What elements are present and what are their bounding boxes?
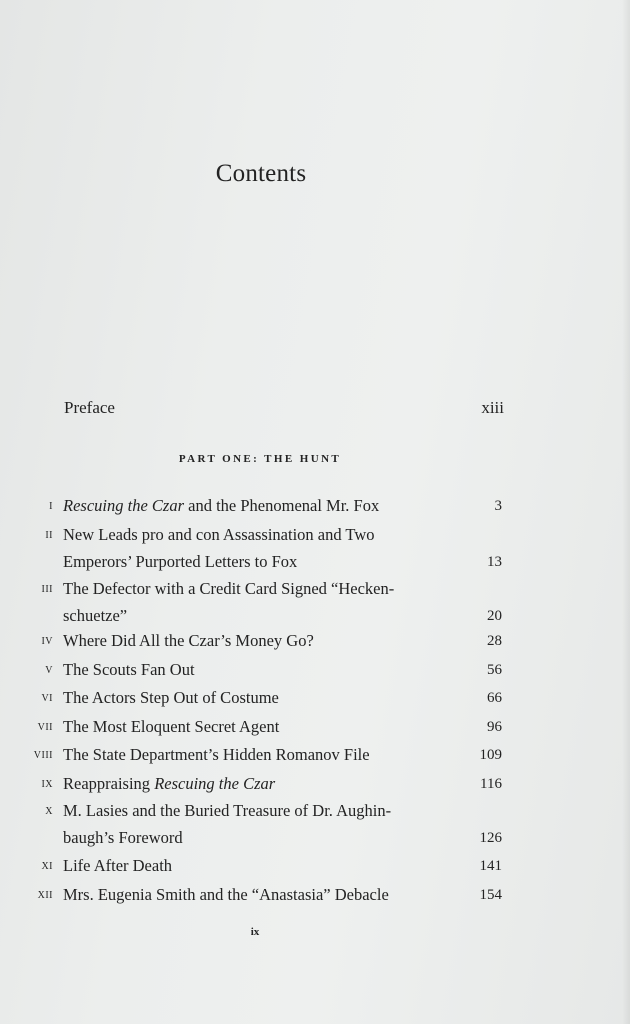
chapter-title: [63, 797, 458, 851]
chapter-page-number: 56: [487, 662, 502, 678]
title-text: schuetze”: [63, 606, 128, 625]
title-text: The Most Eloquent Secret Agent: [63, 717, 280, 736]
chapter-numeral: VI: [41, 693, 53, 704]
chapter-page-number: 96: [487, 719, 502, 735]
title-text: Mrs. Eugenia Smith and the “Anastasia” Debacle: [63, 885, 389, 904]
chapter-page-number: 28: [487, 633, 502, 649]
chapter-page-number: 116: [480, 776, 502, 792]
chapter-page-number: 3: [494, 498, 502, 514]
chapter-title-line: [63, 684, 458, 711]
chapter-page-number: 141: [479, 858, 502, 874]
italic-title-text: Rescuing the Czar: [154, 774, 276, 793]
chapter-title: [63, 521, 458, 575]
title-text: The Actors Step Out of Costume: [63, 688, 279, 707]
chapter-title: [63, 575, 458, 629]
title-text: baugh’s Foreword: [63, 828, 183, 847]
chapter-title: [63, 852, 458, 879]
chapter-numeral: IV: [41, 636, 53, 647]
chapter-title: [63, 656, 458, 683]
part-heading: PART ONE: THE HUNT: [178, 453, 342, 465]
title-text: Reappraising: [63, 774, 155, 793]
chapter-title: [63, 770, 458, 797]
title-text: The Scouts Fan Out: [63, 660, 195, 679]
chapter-page-number: 66: [487, 690, 502, 706]
chapter-title-line: [63, 521, 458, 548]
chapter-title: [63, 713, 458, 740]
chapter-title: [63, 492, 458, 519]
chapter-title-line: [63, 713, 458, 740]
chapter-title-line: [63, 824, 458, 851]
chapter-numeral: IX: [41, 779, 53, 790]
chapter-numeral: II: [45, 530, 53, 541]
chapter-numeral: XII: [37, 890, 53, 901]
chapter-title: [63, 881, 458, 908]
title-text: New Leads pro and con Assassination and Two: [63, 525, 375, 544]
chapter-title-line: [63, 548, 458, 575]
folio-page-number: ix: [250, 926, 260, 938]
chapter-title-line: [63, 575, 458, 602]
title-text: The Defector with a Credit Card Signed “Hecken-: [63, 579, 395, 598]
chapter-numeral: XI: [41, 861, 53, 872]
chapter-numeral: X: [45, 806, 53, 817]
chapter-numeral: VII: [37, 722, 53, 733]
title-text: The State Department’s Hidden Romanov File: [63, 745, 370, 764]
title-text: Life After Death: [63, 856, 173, 875]
chapter-title: [63, 684, 458, 711]
chapter-page-number: 154: [479, 887, 502, 903]
title-text: Where Did All the Czar’s Money Go?: [63, 631, 314, 650]
chapter-page-number: 126: [479, 830, 502, 846]
chapter-title-line: [63, 741, 458, 768]
preface-page-number: xiii: [481, 398, 504, 417]
chapter-page-number: 20: [487, 608, 502, 624]
chapter-title-line: [63, 881, 458, 908]
chapter-title-line: [63, 852, 458, 879]
chapter-numeral: I: [49, 501, 53, 512]
chapter-numeral: VIII: [33, 750, 53, 761]
chapter-page-number: 13: [487, 554, 502, 570]
chapter-title-line: [63, 602, 458, 629]
title-text: Emperors’ Purported Letters to Fox: [63, 552, 298, 571]
page-title: Contents: [215, 160, 307, 187]
title-text: and the Phenomenal Mr. Fox: [184, 496, 380, 515]
italic-title-text: Rescuing the Czar: [63, 496, 184, 515]
chapter-title-line: [63, 492, 458, 519]
chapter-page-number: 109: [479, 747, 502, 763]
title-text: M. Lasies and the Buried Treasure of Dr. Aughin-: [63, 801, 392, 820]
chapter-title: [63, 627, 458, 654]
page-edge-shadow: [622, 0, 630, 1024]
chapter-numeral: V: [45, 665, 53, 676]
chapter-title-line: [63, 797, 458, 824]
chapter-numeral: III: [41, 584, 53, 595]
chapter-title-line: [63, 627, 458, 654]
preface-label: Preface: [64, 398, 115, 417]
chapter-title-line: [63, 770, 458, 797]
chapter-title: [63, 741, 458, 768]
chapter-title-line: [63, 656, 458, 683]
